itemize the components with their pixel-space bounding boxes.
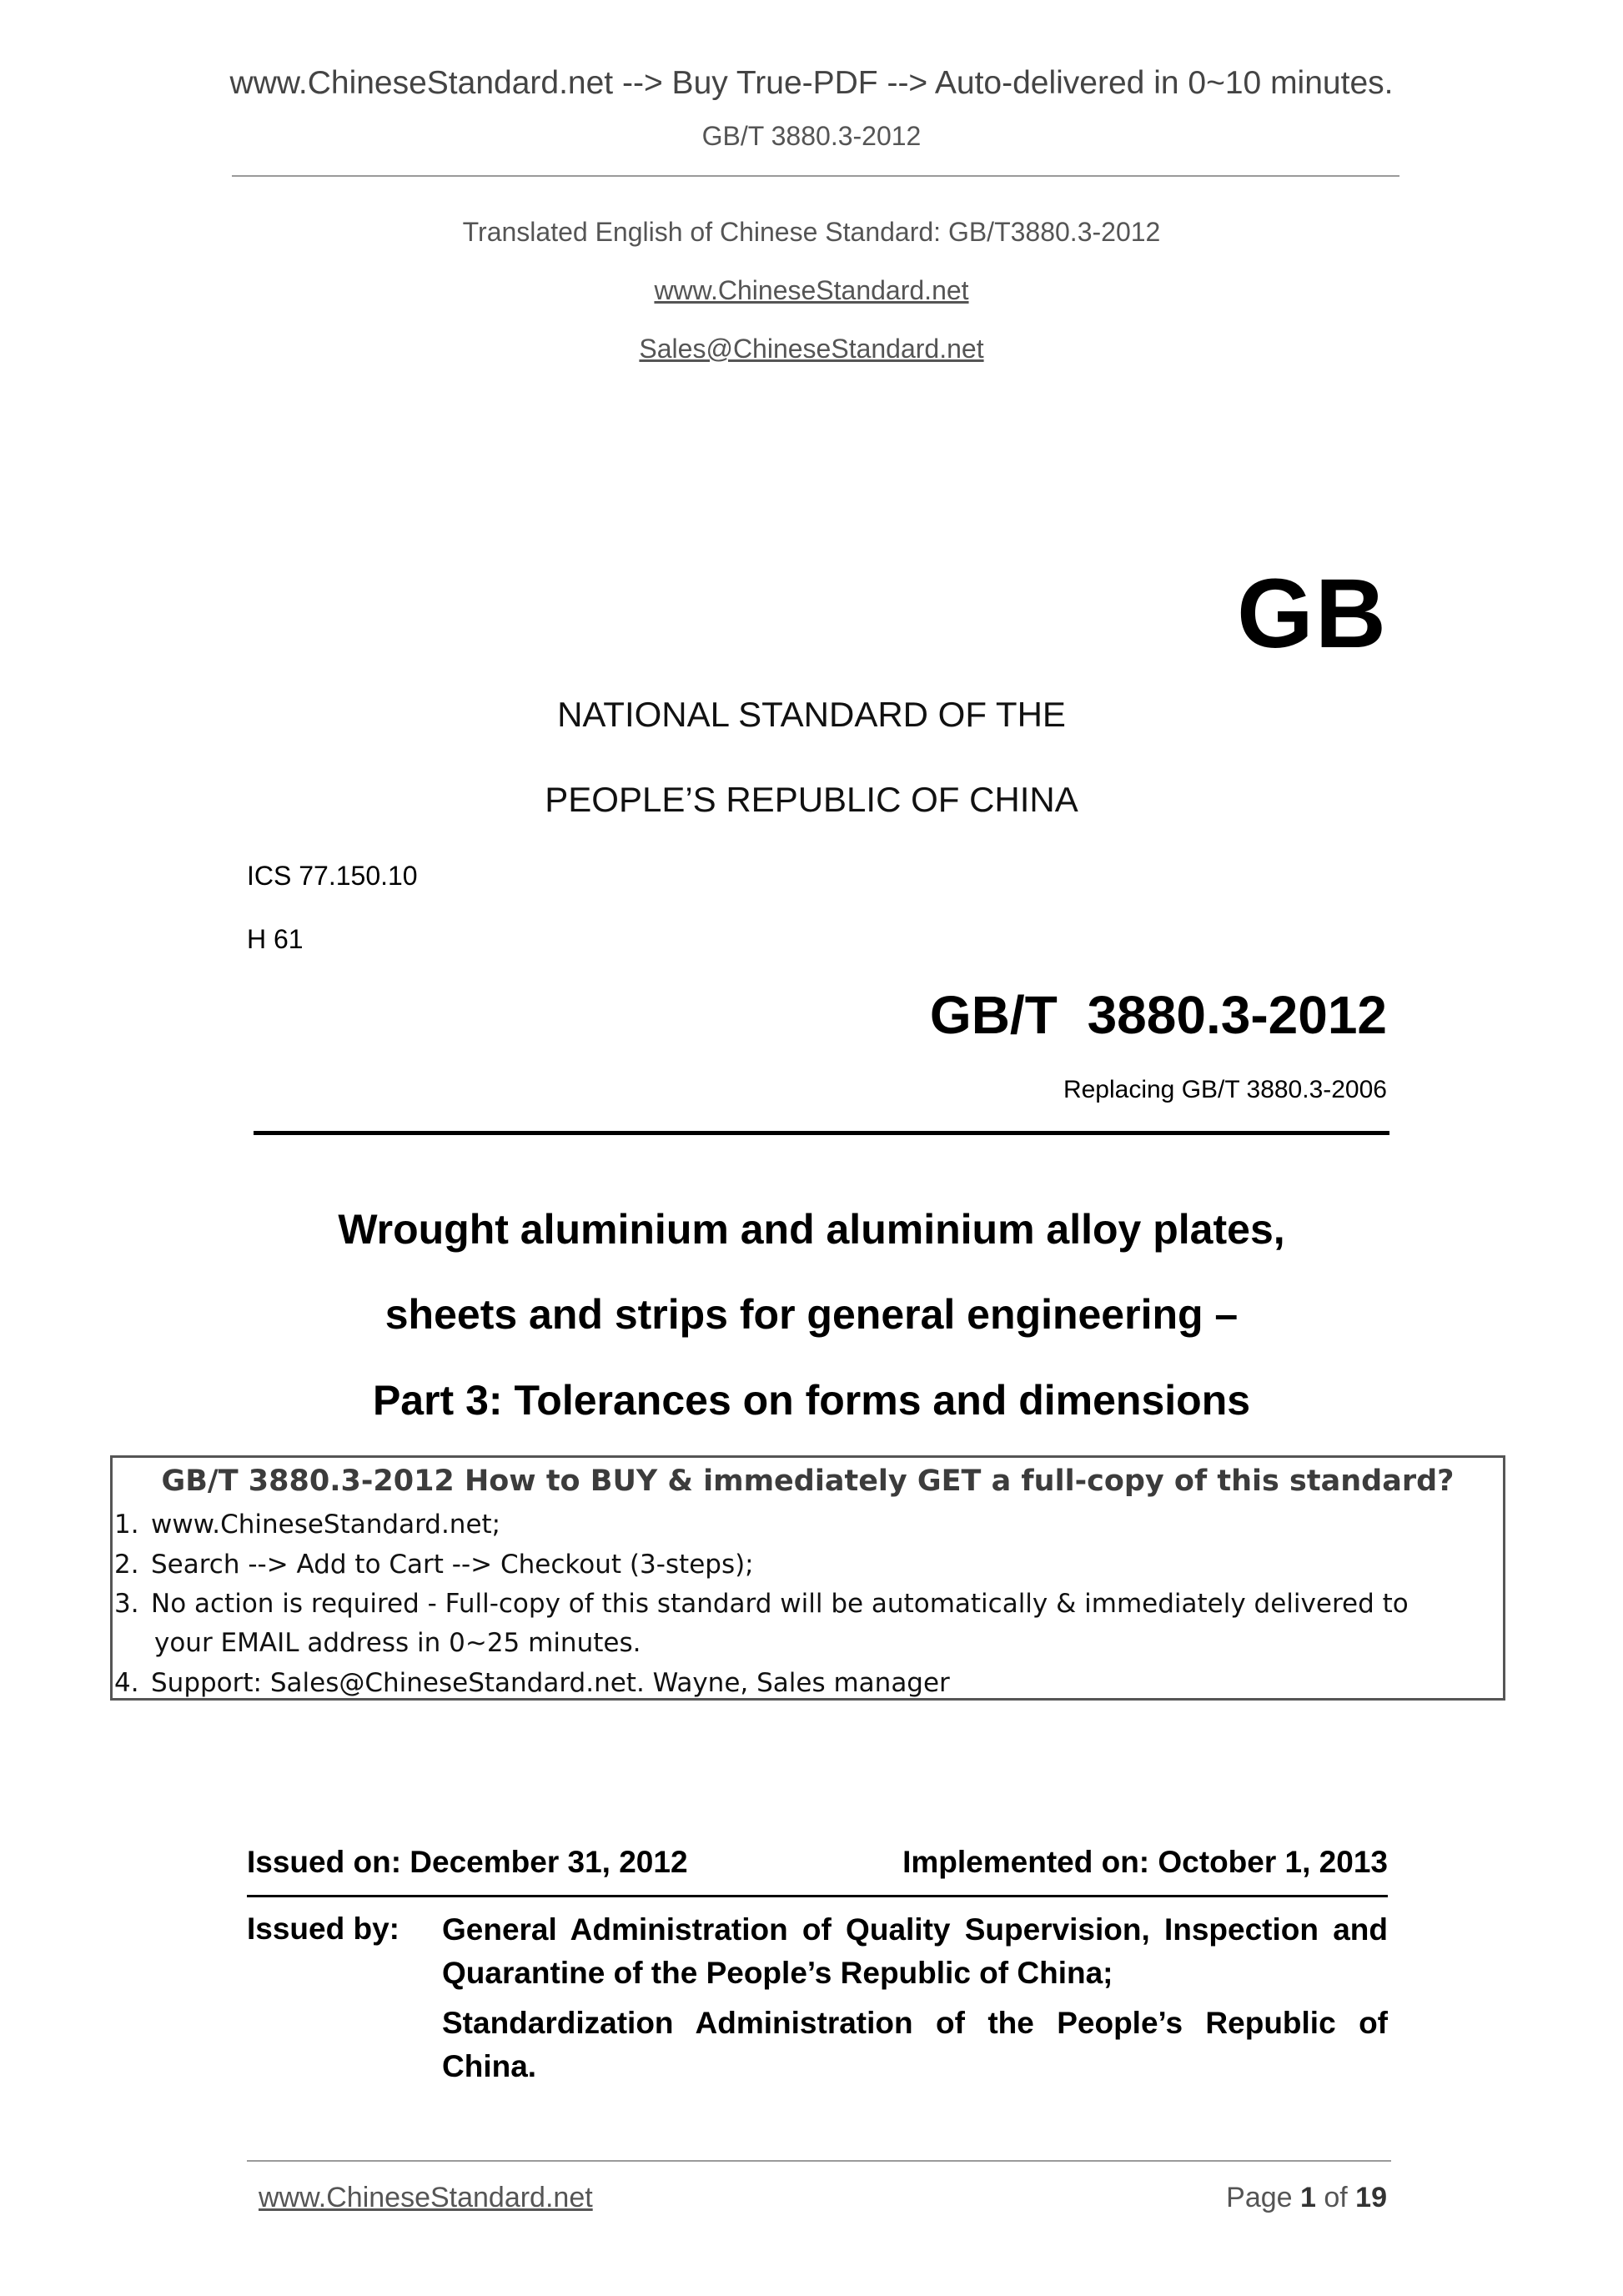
footer-divider — [247, 2160, 1391, 2162]
implemented-on-date: Implemented on: October 1, 2013 — [902, 1845, 1388, 1879]
purchase-step: 4. Support: Sales@ChineseStandard.net. Wayne, Sales manager — [114, 1668, 950, 1698]
footer-website-link[interactable]: www.ChineseStandard.net — [259, 2182, 593, 2213]
issued-by-label: Issued by: — [247, 1912, 399, 1946]
purchase-step: 3. No action is required - Full-copy of this standard will be automatically & immediately delivered to — [114, 1589, 1409, 1619]
purchase-info-box — [110, 1455, 1505, 1701]
purchase-step: 1. www.ChineseStandard.net; — [114, 1510, 501, 1540]
header-standard-code: GB/T 3880.3-2012 — [701, 121, 922, 151]
total-pages: 19 — [1355, 2182, 1387, 2213]
purchase-step-text: Search --> Add to Cart --> Checkout (3-steps); — [151, 1550, 754, 1580]
header-divider — [232, 175, 1399, 177]
document-title-line1: Wrought aluminium and aluminium alloy plates, — [338, 1206, 1285, 1253]
purchase-heading: GB/T 3880.3-2012 How to BUY & immediately GET a full-copy of this standard? — [161, 1465, 1455, 1498]
document-title-line2: sheets and strips for general engineering – — [384, 1291, 1239, 1338]
current-page: 1 — [1300, 2182, 1316, 2213]
email-link-row — [0, 334, 1623, 364]
national-standard-line1: NATIONAL STANDARD OF THE — [557, 695, 1066, 734]
purchase-step-text: No action is required - Full-copy of this standard will be automatically & immediately delivered to — [151, 1589, 1409, 1619]
purchase-step-text: www.ChineseStandard.net; — [151, 1510, 501, 1540]
purchase-step-text: your EMAIL address in 0~25 minutes. — [154, 1628, 641, 1658]
standard-number: GB/T 3880.3-2012 — [929, 985, 1387, 1045]
issued-on-date: Issued on: December 31, 2012 — [247, 1845, 688, 1879]
issuing-authority-2: Standardization Administration of the People’s Republic of China. — [442, 2006, 1388, 2083]
replacing-note: Replacing GB/T 3880.3-2006 — [1063, 1076, 1387, 1103]
title-divider — [254, 1131, 1389, 1135]
issuing-authority-1: General Administration of Quality Supervision, Inspection and Quarantine of the People’s Republic of China; — [442, 1912, 1388, 1990]
purchase-step: 2. Search --> Add to Cart --> Checkout (3-steps); — [114, 1550, 754, 1580]
page-indicator: Page 1 of 19 — [1226, 2182, 1387, 2213]
national-standard-line2: PEOPLE’S REPUBLIC OF CHINA — [545, 780, 1078, 819]
website-link[interactable]: www.ChineseStandard.net — [654, 275, 969, 305]
issue-divider — [247, 1895, 1388, 1897]
gb-mark: GB — [1237, 559, 1388, 669]
purchase-step-text: Support: Sales@ChineseStandard.net. Wayne, Sales manager — [151, 1668, 950, 1698]
email-link[interactable]: Sales@ChineseStandard.net — [639, 334, 984, 364]
document-title-line3: Part 3: Tolerances on forms and dimensions — [372, 1377, 1251, 1424]
top-banner: www.ChineseStandard.net --> Buy True-PDF --> Auto-delivered in 0~10 minutes. — [229, 65, 1394, 101]
translation-note: Translated English of Chinese Standard: GB/T3880.3-2012 — [462, 217, 1161, 247]
website-link-row — [0, 275, 1623, 306]
ics-code: ICS 77.150.10 — [247, 861, 418, 891]
classification-code: H 61 — [247, 924, 304, 954]
purchase-step-continuation — [154, 1628, 641, 1658]
